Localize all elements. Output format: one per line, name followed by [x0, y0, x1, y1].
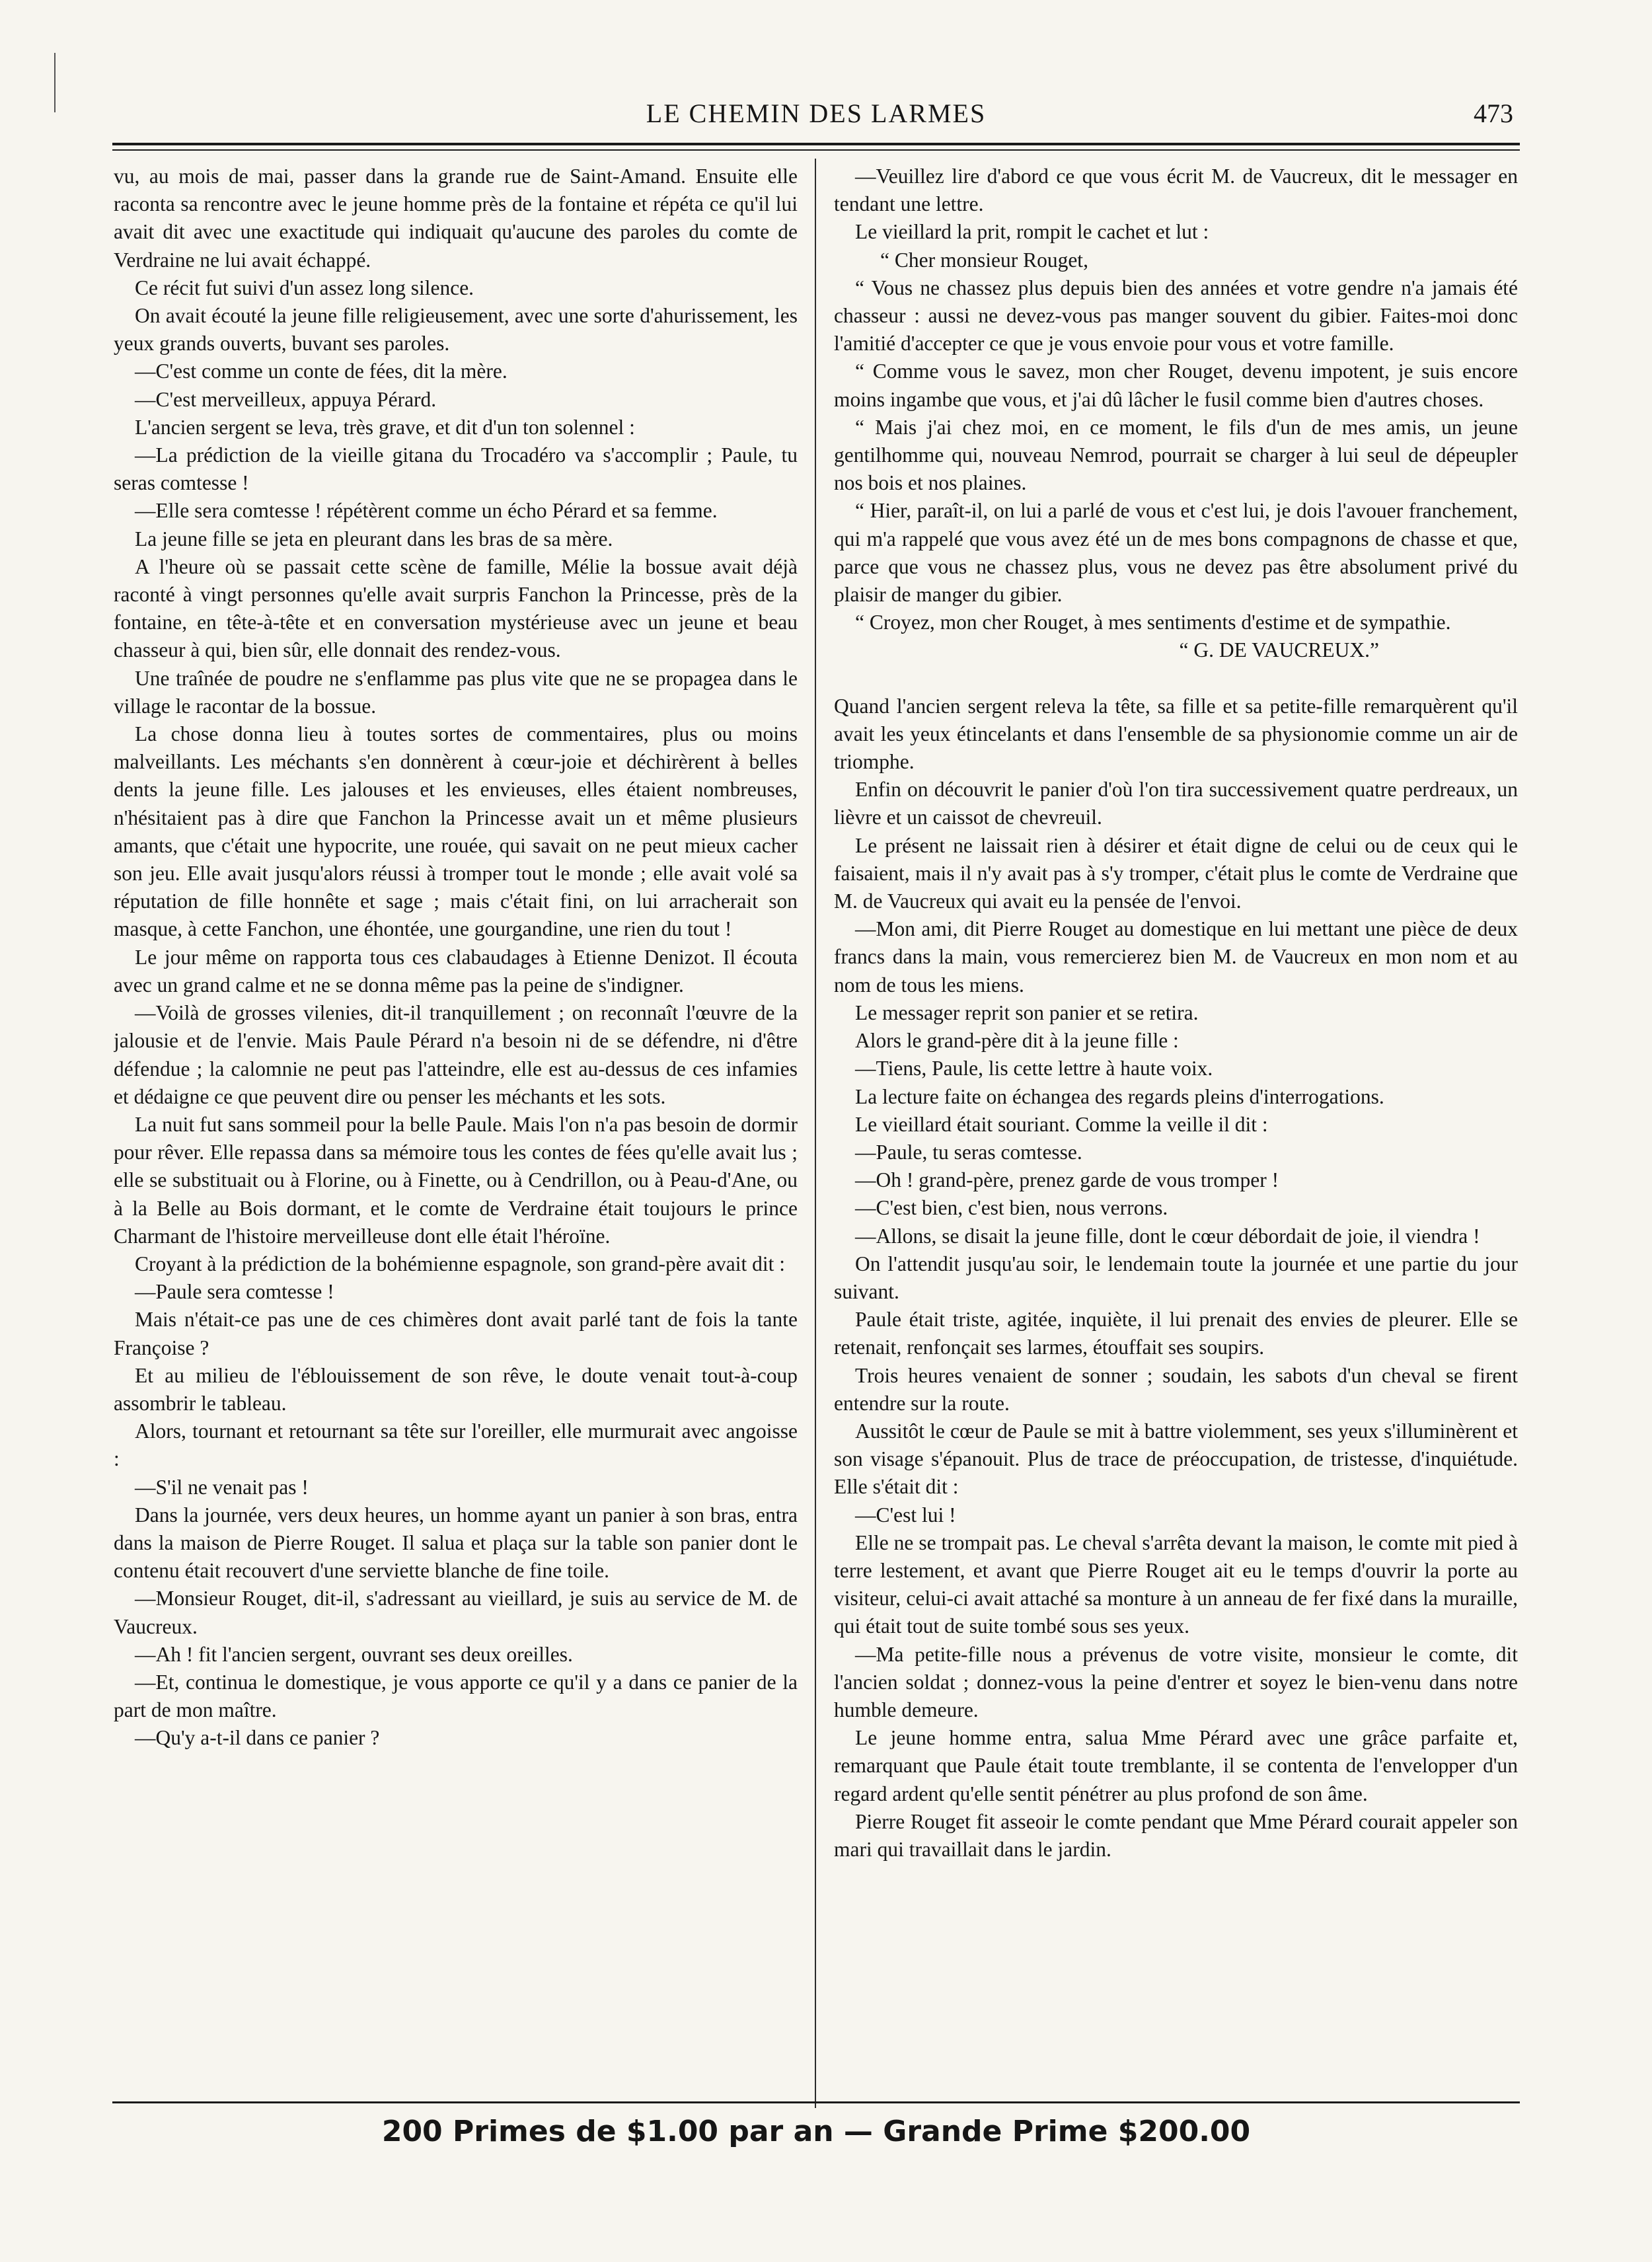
paragraph: Le présent ne laissait rien à désirer et était digne de celui ou de ceux qui le faisaient, mais il n'y avait pas à s'y tromper, c'était plus le comte de Verdraine que M. de Vaucreux qui avait eu la pensée de l'envoi.	[834, 833, 1518, 913]
right-column	[834, 163, 1518, 2092]
paragraph: On avait écouté la jeune fille religieusement, avec une sorte d'ahurissement, les yeux grands ouverts, buvant ses paroles.	[114, 304, 798, 356]
paragraph: Une traînée de poudre ne s'enflamme pas plus vite que ne se propagea dans le village le racontar de la bossue.	[114, 666, 798, 718]
paragraph: —La prédiction de la vieille gitana du Trocadéro va s'accomplir ; Paule, tu seras comtesse !	[114, 443, 798, 495]
paragraph: —Monsieur Rouget, dit-il, s'adressant au vieillard, je suis au service de M. de Vaucreux.	[114, 1587, 798, 1638]
paragraph: —Tiens, Paule, lis cette lettre à haute voix.	[855, 1057, 1213, 1080]
footer-rule	[112, 2101, 1520, 2103]
paragraph: —Qu'y a-t-il dans ce panier ?	[135, 1726, 380, 1750]
paragraph: Le vieillard la prit, rompit le cachet et lut :	[855, 220, 1209, 244]
paragraph: Paule était triste, agitée, inquiète, il lui prenait des envies de pleurer. Elle se retenait, renfonçait ses larmes, étouffait ses soupirs.	[834, 1308, 1518, 1359]
paragraph: A l'heure où se passait cette scène de famille, Mélie la bossue avait déjà raconté à vingt personnes qu'elle avait surpris Fanchon la Princesse, près de la fontaine, en tête-à-tête et en conversation mystérieuse avec un jeune et beau chasseur à qui, bien sûr, elle donnait des rendez-vous.	[114, 554, 798, 662]
paragraph: Dans la journée, vers deux heures, un homme ayant un panier à son bras, entra dans la maison de Pierre Rouget. Il salua et plaça sur la table son panier dont le contenu était recouvert d'une serviette blanche de fine toile.	[114, 1503, 798, 1583]
paragraph: Le jour même on rapporta tous ces clabaudages à Etienne Denizot. Il écouta avec un grand calme et ne se donna même pas la peine de s'indigner.	[114, 945, 798, 997]
paragraph: —Veuillez lire d'abord ce que vous écrit M. de Vaucreux, dit le messager en tendant une lettre.	[834, 165, 1518, 216]
paragraph: —C'est lui !	[855, 1503, 956, 1527]
paragraph: On l'attendit jusqu'au soir, le lendemain toute la journée et une partie du jour suivant.	[834, 1252, 1518, 1303]
letter-paragraph: “ Vous ne chassez plus depuis bien des années et votre gendre n'a jamais été chasseur : aussi ne devez-vous pas manger souvent du gibier. Faites-moi donc l'amitié d'accepter ce que je vous envoie pour vous et votre famille.	[834, 276, 1518, 356]
paragraph: —Ah ! fit l'ancien sergent, ouvrant ses deux oreilles.	[135, 1642, 573, 1666]
paragraph: Enfin on découvrit le panier d'où l'on tira successivement quatre perdreaux, un lièvre et un caissot de chevreuil.	[834, 778, 1518, 829]
paragraph: Elle ne se trompait pas. Le cheval s'arrêta devant la maison, le comte mit pied à terre lestement, et avant que Pierre Rouget ait eu le temps d'ouvrir la porte au visiteur, celui-ci avait attaché sa monture à un anneau de fer fixé dans la muraille, qui était tout de suite tombé sous ses yeux.	[834, 1530, 1518, 1638]
left-column	[114, 163, 798, 2092]
paragraph: —Ma petite-fille nous a prévenus de votre visite, monsieur le comte, dit l'ancien soldat ; donnez-vous la peine d'entrer et soyez le bien-venu dans notre humble demeure.	[834, 1642, 1518, 1721]
paragraph: —C'est merveilleux, appuya Pérard.	[135, 387, 437, 411]
paragraph: Aussitôt le cœur de Paule se mit à battre violemment, ses yeux s'illuminèrent et son visage s'épanouit. Plus de trace de préoccupation, de tristesse, d'inquiétude. Elle s'était dit :	[834, 1419, 1518, 1499]
letter-paragraph: “ Comme vous le savez, mon cher Rouget, devenu impotent, je suis encore moins ingambe que vous, et j'ai dû lâcher le fusil comme bien d'autres choses.	[834, 359, 1518, 411]
paragraph: L'ancien sergent se leva, très grave, et dit d'un ton solennel :	[135, 415, 635, 439]
page-number: 473	[1474, 98, 1513, 128]
paragraph: Mais n'était-ce pas une de ces chimères dont avait parlé tant de fois la tante Françoise ?	[114, 1308, 798, 1359]
header-rule-thin	[112, 149, 1520, 151]
paragraph: —Paule, tu seras comtesse.	[855, 1140, 1082, 1164]
paragraph: Le messager reprit son panier et se retira.	[855, 1000, 1199, 1024]
letter-paragraph: “ Croyez, mon cher Rouget, à mes sentiments d'estime et de sympathie.	[855, 611, 1451, 634]
page-header	[112, 93, 1520, 139]
letter-signature: “ G. DE VAUCREUX.”	[1179, 638, 1379, 662]
paragraph: Le jeune homme entra, salua Mme Pérard avec une grâce parfaite et, remarquant que Paule était toute tremblante, il se contenta de l'envelopper d'un regard ardent qu'elle sentit pénétrer au plus profond de son âme.	[834, 1726, 1518, 1805]
paragraph: La chose donna lieu à toutes sortes de commentaires, plus ou moins malveillants. Les méchants s'en donnèrent à cœur-joie et déchirèrent à belles dents la jeune fille. Les jalouses et les envieuses, elles étaient nombreuses, n'hésitaient pas à dire que Fanchon la Princesse avait un et même plusieurs amants, que c'était une hypocrite, une rouée, qui savait on ne peut mieux cacher son jeu. Elle avait jusqu'alors réussi à tromper tout le monde ; elle avait volé sa réputation de fille honnête et sage ; mais c'était fini, on lui arracherait son masque, à cette Fanchon, une éhontée, une gourgandine, une rien du tout !	[114, 722, 798, 941]
paragraph: —Oh ! grand-père, prenez garde de vous tromper !	[855, 1168, 1279, 1192]
running-title: LE CHEMIN DES LARMES	[646, 98, 987, 128]
paragraph: Le vieillard était souriant. Comme la veille il dit :	[855, 1112, 1268, 1136]
paragraph: —Elle sera comtesse ! répétèrent comme un écho Pérard et sa femme.	[135, 499, 718, 523]
paragraph: —Paule sera comtesse !	[135, 1280, 334, 1304]
letter-paragraph: “ Hier, paraît-il, on lui a parlé de vous et c'est lui, je dois l'avouer franchement, qui m'a rappelé que vous avez été un de mes bons compagnons de chasse et que, parce que vous ne chassez plus, vous ne devez pas être absolument privé du plaisir de manger du gibier.	[834, 499, 1518, 607]
paragraph: —S'il ne venait pas !	[135, 1475, 309, 1499]
paragraph: —C'est bien, c'est bien, nous verrons.	[855, 1196, 1168, 1220]
paragraph: Alors le grand-père dit à la jeune fille :	[855, 1029, 1179, 1053]
margin-mark	[54, 53, 56, 112]
paragraph: Ce récit fut suivi d'un assez long silence.	[135, 276, 474, 299]
paragraph: Quand l'ancien sergent releva la tête, sa fille et sa petite-fille remarquèrent qu'il avait les yeux étincelants et dans l'ensemble de sa physionomie comme un air de triomphe.	[834, 694, 1518, 774]
paragraph: Pierre Rouget fit asseoir le comte pendant que Mme Pérard courait appeler son mari qui travaillait dans le jardin.	[834, 1809, 1518, 1861]
paragraph: —Et, continua le domestique, je vous apporte ce qu'il y a dans ce panier de la part de mon maître.	[114, 1670, 798, 1722]
letter-salutation: “ Cher monsieur Rouget,	[880, 248, 1088, 272]
paragraph: Croyant à la prédiction de la bohémienne espagnole, son grand-père avait dit :	[135, 1252, 786, 1275]
paragraph: Trois heures venaient de sonner ; soudain, les sabots d'un cheval se firent entendre sur la route.	[834, 1363, 1518, 1415]
header-rule	[112, 143, 1520, 145]
paragraph: Et au milieu de l'éblouissement de son rêve, le doute venait tout-à-coup assombrir le tableau.	[114, 1363, 798, 1415]
paragraph: La jeune fille se jeta en pleurant dans les bras de sa mère.	[135, 527, 613, 550]
paragraph: La nuit fut sans sommeil pour la belle Paule. Mais l'on n'a pas besoin de dormir pour rêver. Elle repassa dans sa mémoire tous les contes de fées qu'elle avait lus ; elle se substituait ou à Florine, ou à Finette, ou à Cendrillon, ou à Peau-d'Ane, ou à la Belle au Bois dormant, et le comte de Verdraine était toujours le prince Charmant de l'histoire merveilleuse dont elle était l'héroïne.	[114, 1112, 798, 1248]
column-divider	[815, 159, 816, 2108]
paragraph: —Voilà de grosses vilenies, dit-il tranquillement ; on reconnaît l'œuvre de la jalousie et de l'envie. Mais Paule Pérard n'a besoin ni de se défendre, ni d'être défendue ; la calomnie ne peut pas l'atteindre, elle est au-dessus de ces infamies et dédaigne ce que peuvent dire ou penser les méchants et les sots.	[114, 1001, 798, 1108]
paragraph: —Allons, se disait la jeune fille, dont le cœur débordait de joie, il viendra !	[855, 1224, 1480, 1248]
paragraph: La lecture faite on échangea des regards pleins d'interrogations.	[855, 1084, 1384, 1108]
letter-paragraph: “ Mais j'ai chez moi, en ce moment, le fils d'un de mes amis, un jeune gentilhomme qui, nouveau Nemrod, pourrait se charger à lui seul de dépeupler nos bois et nos plaines.	[834, 415, 1518, 495]
paragraph: —Mon ami, dit Pierre Rouget au domestique en lui mettant une pièce de deux francs dans la main, vous remercierez bien M. de Vaucreux en mon nom et au nom de tous les miens.	[834, 917, 1518, 997]
paragraph: —C'est comme un conte de fées, dit la mère.	[135, 359, 507, 383]
paragraph: Alors, tournant et retournant sa tête sur l'oreiller, elle murmurait avec angoisse :	[114, 1419, 798, 1471]
paragraph: vu, au mois de mai, passer dans la grande rue de Saint-Amand. Ensuite elle raconta sa rencontre avec le jeune homme près de la fontaine et répéta ce qu'il lui avait dit avec une exactitude qui indiquait qu'aucune des paroles du comte de Verdraine ne lui avait échappé.	[114, 165, 798, 272]
footer-advertisement: 200 Primes de $1.00 par an — Grande Prime $200.00	[381, 2115, 1251, 2148]
